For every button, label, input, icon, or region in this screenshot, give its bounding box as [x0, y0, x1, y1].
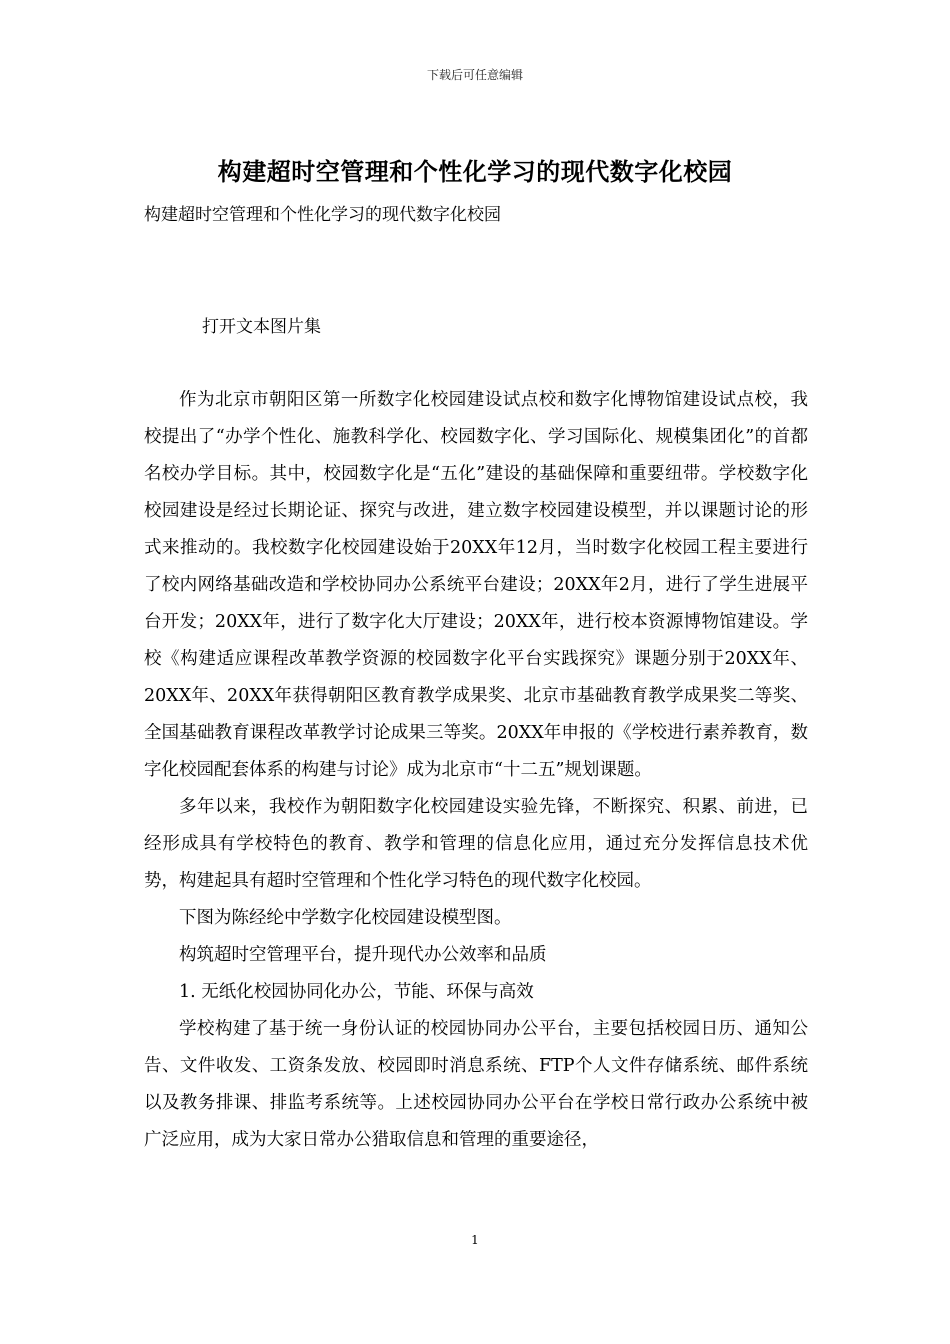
paragraph: 学校构建了基于统一身份认证的校园协同办公平台，主要包括校园日历、通知公告、文件收发、工资条发放、校园即时消息系统、FTP个人文件存储系统、邮件系统以及教务排课、排监考系统等。上述校园协同办公平台在学校日常行政办公系统中被广泛应用，成为大家日常办公猎取信息和管理的重要途径， — [144, 1019, 808, 1150]
header-note: 下载后可任意编辑 — [426, 68, 523, 82]
document-title: 构建超时空管理和个性化学习的现代数字化校园 — [217, 157, 733, 186]
paragraph: 多年以来，我校作为朝阳数字化校园建设实验先锋，不断探究、积累、前进，已经形成具有学校特色的教育、教学和管理的信息化应用，通过充分发挥信息技术优势，构建起具有超时空管理和个性化学习特色的现代数字化校园。 — [144, 797, 808, 891]
document-subtitle: 构建超时空管理和个性化学习的现代数字化校园 — [144, 205, 501, 225]
paragraph: 作为北京市朝阳区第一所数字化校园建设试点校和数字化博物馆建设试点校，我校提出了“办学个性化、施教科学化、校园数字化、学习国际化、规模集团化”的首都名校办学目标。其中，校园数字化是“五化”建设的基础保障和重要纽带。学校数字化校园建设是经过长期论证、探究与改进，建立数字校园建设模型，并以课题讨论的形式来推动的。我校数字化校园建设始于20XX年12月，当时数字化校园工程主要进行了校内网络基础改造和学校协同办公系统平台建设；20XX年2月，进行了学生进展平台开发；20XX年，进行了数字化大厅建设；20XX年，进行校本资源博物馆建设。学校《构建适应课程改革教学资源的校园数字化平台实践探究》课题分别于20XX年、20XX年、20XX年获得朝阳区教育教学成果奖、北京市基础教育教学成果奖二等奖、全国基础教育课程改革教学讨论成果三等奖。20XX年申报的《学校进行素养教育，数字化校园配套体系的构建与讨论》成为北京市“十二五”规划课题。 — [144, 390, 808, 780]
body-text — [144, 382, 808, 1159]
subsection-heading: 1. 无纸化校园协同化办公，节能、环保与高效 — [179, 982, 534, 1002]
section-heading: 构筑超时空管理平台，提升现代办公效率和品质 — [179, 945, 547, 965]
page-number: 1 — [471, 1233, 479, 1247]
image-album-link[interactable]: 打开文本图片集 — [202, 317, 321, 337]
paragraph: 下图为陈经纶中学数字化校园建设模型图。 — [179, 908, 512, 928]
